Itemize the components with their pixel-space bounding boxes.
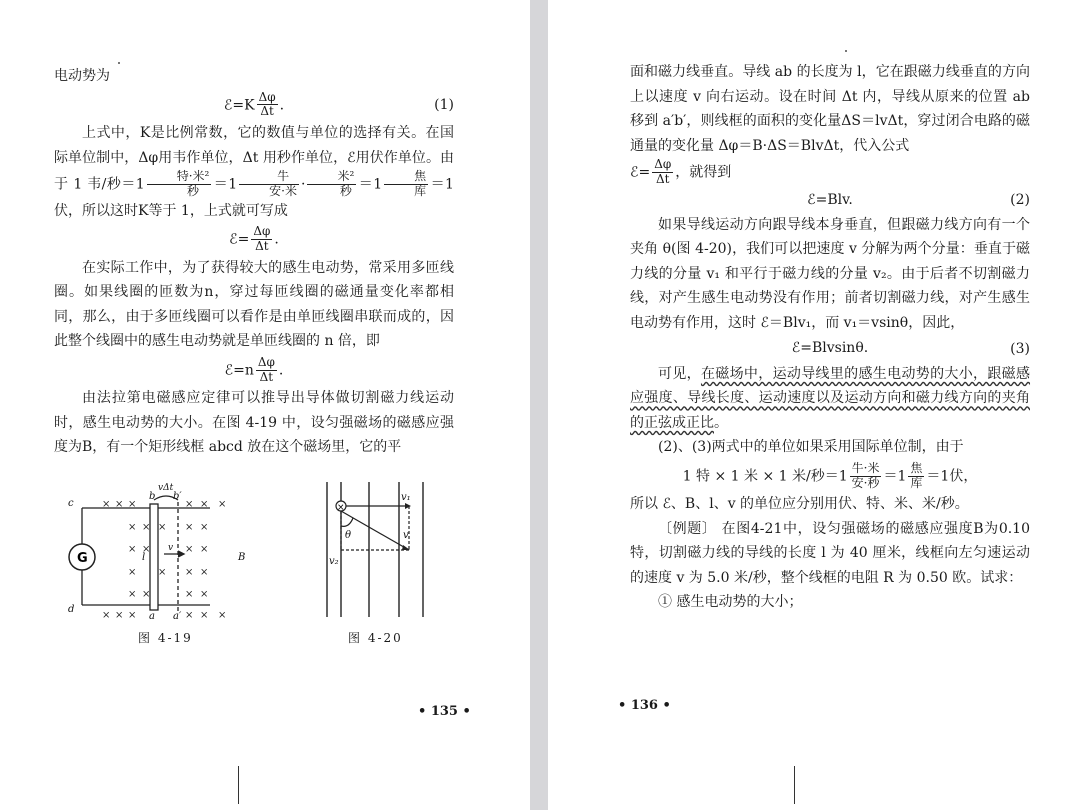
left-page xyxy=(0,0,530,810)
eq1-tail: . xyxy=(279,96,285,113)
generator-label: G xyxy=(77,550,88,566)
frac2-num: 牛 xyxy=(239,170,299,185)
cross-mark: × xyxy=(200,498,209,510)
figure-4-20-drawing xyxy=(319,482,434,617)
cross-mark: × xyxy=(128,566,137,578)
cross-mark: × xyxy=(158,566,167,578)
frac4-num: 焦 xyxy=(384,170,428,185)
page-number-left: • 135 • xyxy=(418,704,471,719)
p1b-tail: ，就得到 xyxy=(675,164,732,181)
cross-mark: × xyxy=(128,543,137,555)
label-b: b xyxy=(149,490,156,502)
frac1-den: 秒 xyxy=(187,183,200,198)
left-page-text xyxy=(54,64,454,645)
cross-mark: × xyxy=(200,543,209,555)
label-v1: v₁ xyxy=(401,491,411,503)
figure-4-20 xyxy=(319,482,434,617)
cross-mark: × xyxy=(185,543,194,555)
label-B: B xyxy=(238,551,246,563)
label-d: d xyxy=(68,603,75,615)
eq3-lhs: ℰ=n xyxy=(224,362,254,379)
cross-mark: × xyxy=(128,609,137,620)
p1b-denominator: Δt xyxy=(656,171,670,186)
eq2-right-label: (2) xyxy=(1010,191,1030,208)
eq2-lhs: ℰ= xyxy=(229,231,250,248)
conclusion-post: 。 xyxy=(714,414,728,431)
unit-fraction-1 xyxy=(147,170,212,199)
eq4-frac2-num: 焦 xyxy=(910,460,923,475)
cross-mark: × xyxy=(218,498,227,510)
eq3-numerator: Δφ xyxy=(257,354,275,369)
intro-line: 电动势为 xyxy=(54,68,110,84)
p1b-numerator: Δφ xyxy=(654,157,672,171)
figure-4-19-caption: 图 4-19 xyxy=(138,630,193,645)
cross-mark: × xyxy=(158,521,167,533)
eq1-lhs: ℰ=K xyxy=(223,96,255,113)
label-c: c xyxy=(68,497,74,509)
paragraph-area-change: 面和磁力线垂直。导线 ab 的长度为 l，它在跟磁力线垂直的方向上以速度 v 向右运动。设在时间 Δt 内，导线从原来的位置 ab 移到 a′b′，则线框的面积的变化量ΔS＝lvΔt，穿过闭合电路的磁通量的变化量 Δφ＝B·ΔS＝BlvΔt，代入公式 xyxy=(630,64,1030,154)
cross-mark: × xyxy=(200,609,209,620)
figure-4-19 xyxy=(60,480,255,620)
label-a-prime: a′ xyxy=(173,610,182,620)
label-a: a xyxy=(149,610,155,620)
p1b-lhs: ℰ= xyxy=(630,164,651,181)
eq4-part-a: 1 特 × 1 米 × 1 米/秒＝1 xyxy=(682,468,848,485)
unit-fraction-3 xyxy=(307,170,356,199)
paragraph-si-units: (2)、(3)两式中的单位如果采用国际单位制，由于 xyxy=(658,439,964,456)
conclusion-pre: 可见， xyxy=(658,365,701,382)
scan-speck xyxy=(845,50,847,52)
eq4-part-b: ＝1 xyxy=(883,468,907,485)
p1-part-d: ＝1 xyxy=(358,176,383,193)
cross-mark: × xyxy=(185,498,194,510)
conductor-ab xyxy=(150,504,158,610)
eq2-fraction xyxy=(251,225,272,254)
cross-mark: × xyxy=(115,609,124,620)
eq2-right-text: ℰ=Blv. xyxy=(807,191,853,208)
cross-mark: × xyxy=(200,521,209,533)
equation-1 xyxy=(54,91,454,120)
eq3-fraction xyxy=(256,356,277,385)
equation-units xyxy=(630,462,1030,491)
eq4-part-c: ＝1伏， xyxy=(926,468,978,485)
question-1: ① 感生电动势的大小； xyxy=(658,594,803,611)
paragraph-multi-turn: 在实际工作中，为了获得较大的感生电动势，常采用多匝线圈。如果线圈的匝数为n，穿过每匝线圈的磁通量变化率都相同，那么，由于多匝线圈可以看作是由单匝线圈串联而成的，因此整个线圈中的感生电动势就是单匝线圈的 n 倍，即 xyxy=(54,259,454,350)
label-v-inclined: v xyxy=(403,529,409,541)
eq2-tail: . xyxy=(274,231,279,248)
eq2-denominator: Δt xyxy=(255,238,269,253)
v1-arrowhead xyxy=(405,503,411,509)
cross-mark: × xyxy=(102,609,111,620)
paragraph-conclusion xyxy=(630,362,1030,436)
cross-mark: × xyxy=(128,521,137,533)
p1-part-e: ＝1 伏，所以这时K等于 1，上式就可写成 xyxy=(54,176,454,219)
figure-row xyxy=(54,480,454,645)
book-gutter xyxy=(530,0,548,810)
paragraph-example: 〔例题〕 在图4-21中，设匀强磁场的磁感应强度B为0.10特，切割磁力线的导线的长度 l 为 40 厘米，线框向左匀速运动的速度 v 为 5.0 米/秒，整个线框的电阻 R 为 0.50 欧。试求： xyxy=(630,520,1030,586)
eq4-fraction-1 xyxy=(850,462,882,491)
frac1-num: 特·米² xyxy=(147,170,212,185)
eq1-numerator: Δφ xyxy=(258,89,276,104)
velocity-arrowhead xyxy=(178,551,184,557)
cross-mark: × xyxy=(185,609,194,620)
cross-mark: × xyxy=(102,498,111,510)
p1-part-b: ＝1 xyxy=(213,176,238,193)
label-v: v xyxy=(168,542,174,553)
eq4-frac2-den: 库 xyxy=(910,475,923,490)
cross-mark: × xyxy=(200,566,209,578)
paragraph-unit-list: 所以 ℰ、B、l、v 的单位应分别用伏、特、米、米/秒。 xyxy=(630,496,969,513)
theta-arc xyxy=(341,518,353,526)
frac3-num: 米² xyxy=(307,170,356,185)
cross-mark: × xyxy=(218,609,227,620)
eq4-fraction-2 xyxy=(908,462,924,491)
p1b-fraction xyxy=(652,158,673,187)
cross-symbol: × xyxy=(337,502,345,513)
cross-mark: × xyxy=(200,588,209,600)
equation-3-right xyxy=(630,337,1030,359)
right-page-text xyxy=(630,60,1030,615)
figure-4-19-drawing xyxy=(60,480,255,620)
unit-fraction-4 xyxy=(384,170,428,199)
scan-artifact-line xyxy=(794,766,795,804)
label-v2: v₂ xyxy=(329,555,339,567)
eq3-denominator: Δt xyxy=(259,369,274,384)
label-theta: θ xyxy=(345,529,352,541)
figure-4-20-caption: 图 4-20 xyxy=(348,630,403,645)
eq2-numerator: Δφ xyxy=(253,224,271,239)
paragraph-units xyxy=(54,121,454,223)
eq4-frac1-num: 牛·米 xyxy=(851,460,880,475)
unit-fraction-2 xyxy=(239,170,299,199)
p1-part-a: 上式中，K是比例常数，它的数值与单位的选择有关。在国际单位制中，Δφ用韦作单位，Δt 用秒作单位，ℰ用伏作单位。由于 1 韦/秒＝1 xyxy=(54,125,454,193)
eq1-denominator: Δt xyxy=(260,104,274,119)
page-number-right: • 136 • xyxy=(618,698,671,713)
label-b-prime: b′ xyxy=(173,490,182,502)
cross-mark: × xyxy=(142,521,151,533)
cross-mark: × xyxy=(142,588,151,600)
eq3-right-label: (3) xyxy=(1010,340,1030,357)
right-page xyxy=(548,0,1080,810)
eq3-tail: . xyxy=(278,362,284,379)
equation-2 xyxy=(54,225,454,254)
eq3-right-text: ℰ=Blvsinθ. xyxy=(791,340,869,357)
p1-part-c: · xyxy=(301,176,306,193)
frac4-den: 库 xyxy=(414,183,427,198)
formula-substitution-line xyxy=(630,158,1030,187)
label-l: l xyxy=(142,551,146,563)
frac3-den: 秒 xyxy=(339,183,352,198)
cross-mark: × xyxy=(185,521,194,533)
paragraph-angle: 如果导线运动方向跟导线本身垂直，但跟磁力线方向有一个夹角 θ(图 4-20)，我们可以把速度 v 分解为两个分量：垂直于磁力线的分量 v₁ 和平行于磁力线的分量 v₂。由于后者不切割磁力线，对产生感生电动势没有作用；前者切割磁力线，对产生感生电动势有作用，这时 ℰ＝Blv₁，而 v₁＝vsinθ，因此， xyxy=(630,216,1030,331)
scan-artifact-line xyxy=(238,766,239,804)
cross-mark: × xyxy=(185,566,194,578)
conclusion-emphasis: 在磁场中，运动导线里的感生电动势的大小，跟磁感应强度、导线长度、运动速度以及运动方向和磁力线方向的夹角的正弦成正比 xyxy=(630,365,1031,431)
cross-mark: × xyxy=(128,498,137,510)
paragraph-faraday: 由法拉第电磁感应定律可以推导出导体做切割磁力线运动时，感生电动势的大小。在图 4-19 中，设匀强磁场的磁感应强度为B，有一个矩形线框 abcd 放在这个磁场里，它的平 xyxy=(54,390,454,456)
label-v-delta-t: vΔt xyxy=(158,482,174,493)
eq4-frac1-den: 安·秒 xyxy=(851,475,880,490)
cross-mark: × xyxy=(185,588,194,600)
eq1-label: (1) xyxy=(434,96,454,113)
equation-3 xyxy=(54,356,454,385)
frac2-den: 安·米 xyxy=(269,183,297,198)
equation-2-right xyxy=(630,189,1030,211)
cross-mark: × xyxy=(128,588,137,600)
cross-mark: × xyxy=(142,543,151,555)
eq1-fraction xyxy=(257,91,278,120)
cross-mark: × xyxy=(115,498,124,510)
